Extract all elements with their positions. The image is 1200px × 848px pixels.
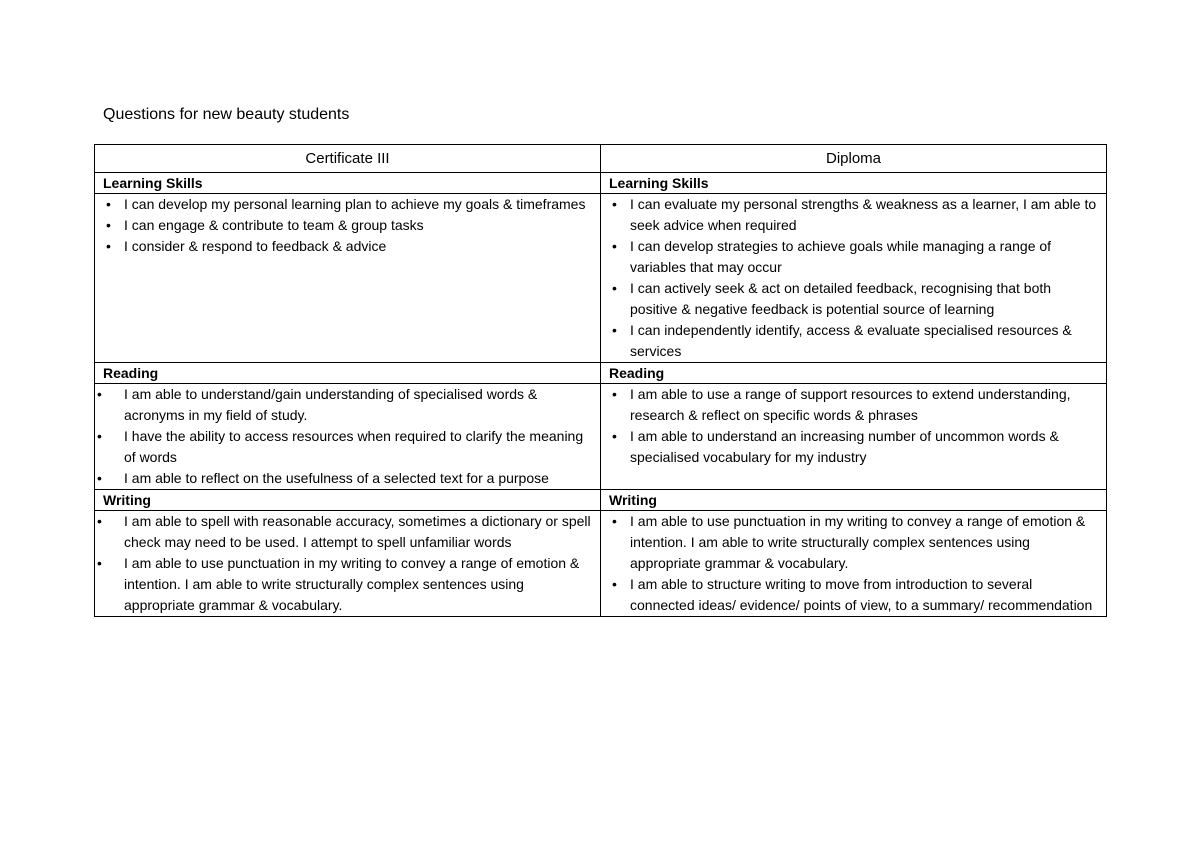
section-heading-row bbox=[95, 490, 1107, 511]
writing-certificate-cell bbox=[95, 511, 601, 617]
table-header-row bbox=[95, 145, 1107, 173]
skills-table bbox=[94, 144, 1107, 617]
document-title: Questions for new beauty students bbox=[103, 106, 350, 123]
section-heading-row bbox=[95, 173, 1107, 194]
section-content-row bbox=[95, 511, 1107, 617]
reading-diploma-list bbox=[609, 384, 1100, 468]
list-item: • I consider & respond to feedback & advice bbox=[103, 236, 594, 257]
list-item: • I am able to understand/gain understanding of specialised words & acronyms in my field of study. bbox=[103, 384, 594, 426]
list-item: • I can evaluate my personal strengths & weakness as a learner, I am able to seek advice when required bbox=[609, 194, 1100, 236]
list-item: • I am able to reflect on the usefulness of a selected text for a purpose bbox=[103, 468, 594, 489]
reading-certificate-list bbox=[103, 384, 594, 489]
learning-skills-diploma-list bbox=[609, 194, 1100, 362]
section-heading-row bbox=[95, 363, 1107, 384]
column-header-certificate: Certificate III bbox=[95, 145, 601, 173]
section-content-row bbox=[95, 194, 1107, 363]
list-item: • I am able to spell with reasonable accuracy, sometimes a dictionary or spell check may need to be used. I attempt to spell unfamiliar words bbox=[103, 511, 594, 553]
section-content-row bbox=[95, 384, 1107, 490]
learning-skills-certificate-cell bbox=[95, 194, 601, 363]
writing-certificate-list bbox=[103, 511, 594, 616]
section-heading-learning-skills-diploma: Learning Skills bbox=[601, 173, 1107, 194]
section-heading-learning-skills-certificate: Learning Skills bbox=[95, 173, 601, 194]
column-header-diploma: Diploma bbox=[601, 145, 1107, 173]
learning-skills-certificate-list bbox=[103, 194, 594, 257]
section-heading-reading-diploma: Reading bbox=[601, 363, 1107, 384]
list-item: • I am able to use punctuation in my writing to convey a range of emotion & intention. I am able to write structurally complex sentences using appropriate grammar & vocabulary. bbox=[103, 553, 594, 616]
writing-diploma-list bbox=[609, 511, 1100, 616]
list-item: • I can independently identify, access & evaluate specialised resources & services bbox=[609, 320, 1100, 362]
section-heading-writing-certificate: Writing bbox=[95, 490, 601, 511]
list-item: • I am able to use a range of support resources to extend understanding, research & reflect on specific words & phrases bbox=[609, 384, 1100, 426]
writing-diploma-cell bbox=[601, 511, 1107, 617]
list-item: • I am able to use punctuation in my writing to convey a range of emotion & intention. I am able to write structurally complex sentences using appropriate grammar & vocabulary. bbox=[609, 511, 1100, 574]
list-item: • I can develop my personal learning plan to achieve my goals & timeframes bbox=[103, 194, 594, 215]
section-heading-writing-diploma: Writing bbox=[601, 490, 1107, 511]
reading-diploma-cell bbox=[601, 384, 1107, 490]
list-item: • I am able to understand an increasing number of uncommon words & specialised vocabulary for my industry bbox=[609, 426, 1100, 468]
learning-skills-diploma-cell bbox=[601, 194, 1107, 363]
list-item: • I am able to structure writing to move from introduction to several connected ideas/ evidence/ points of view, to a summary/ recommendation bbox=[609, 574, 1100, 616]
list-item: • I can actively seek & act on detailed feedback, recognising that both positive & negative feedback is potential source of learning bbox=[609, 278, 1100, 320]
reading-certificate-cell bbox=[95, 384, 601, 490]
section-heading-reading-certificate: Reading bbox=[95, 363, 601, 384]
list-item: • I can engage & contribute to team & group tasks bbox=[103, 215, 594, 236]
list-item: • I can develop strategies to achieve goals while managing a range of variables that may occur bbox=[609, 236, 1100, 278]
list-item: • I have the ability to access resources when required to clarify the meaning of words bbox=[103, 426, 594, 468]
